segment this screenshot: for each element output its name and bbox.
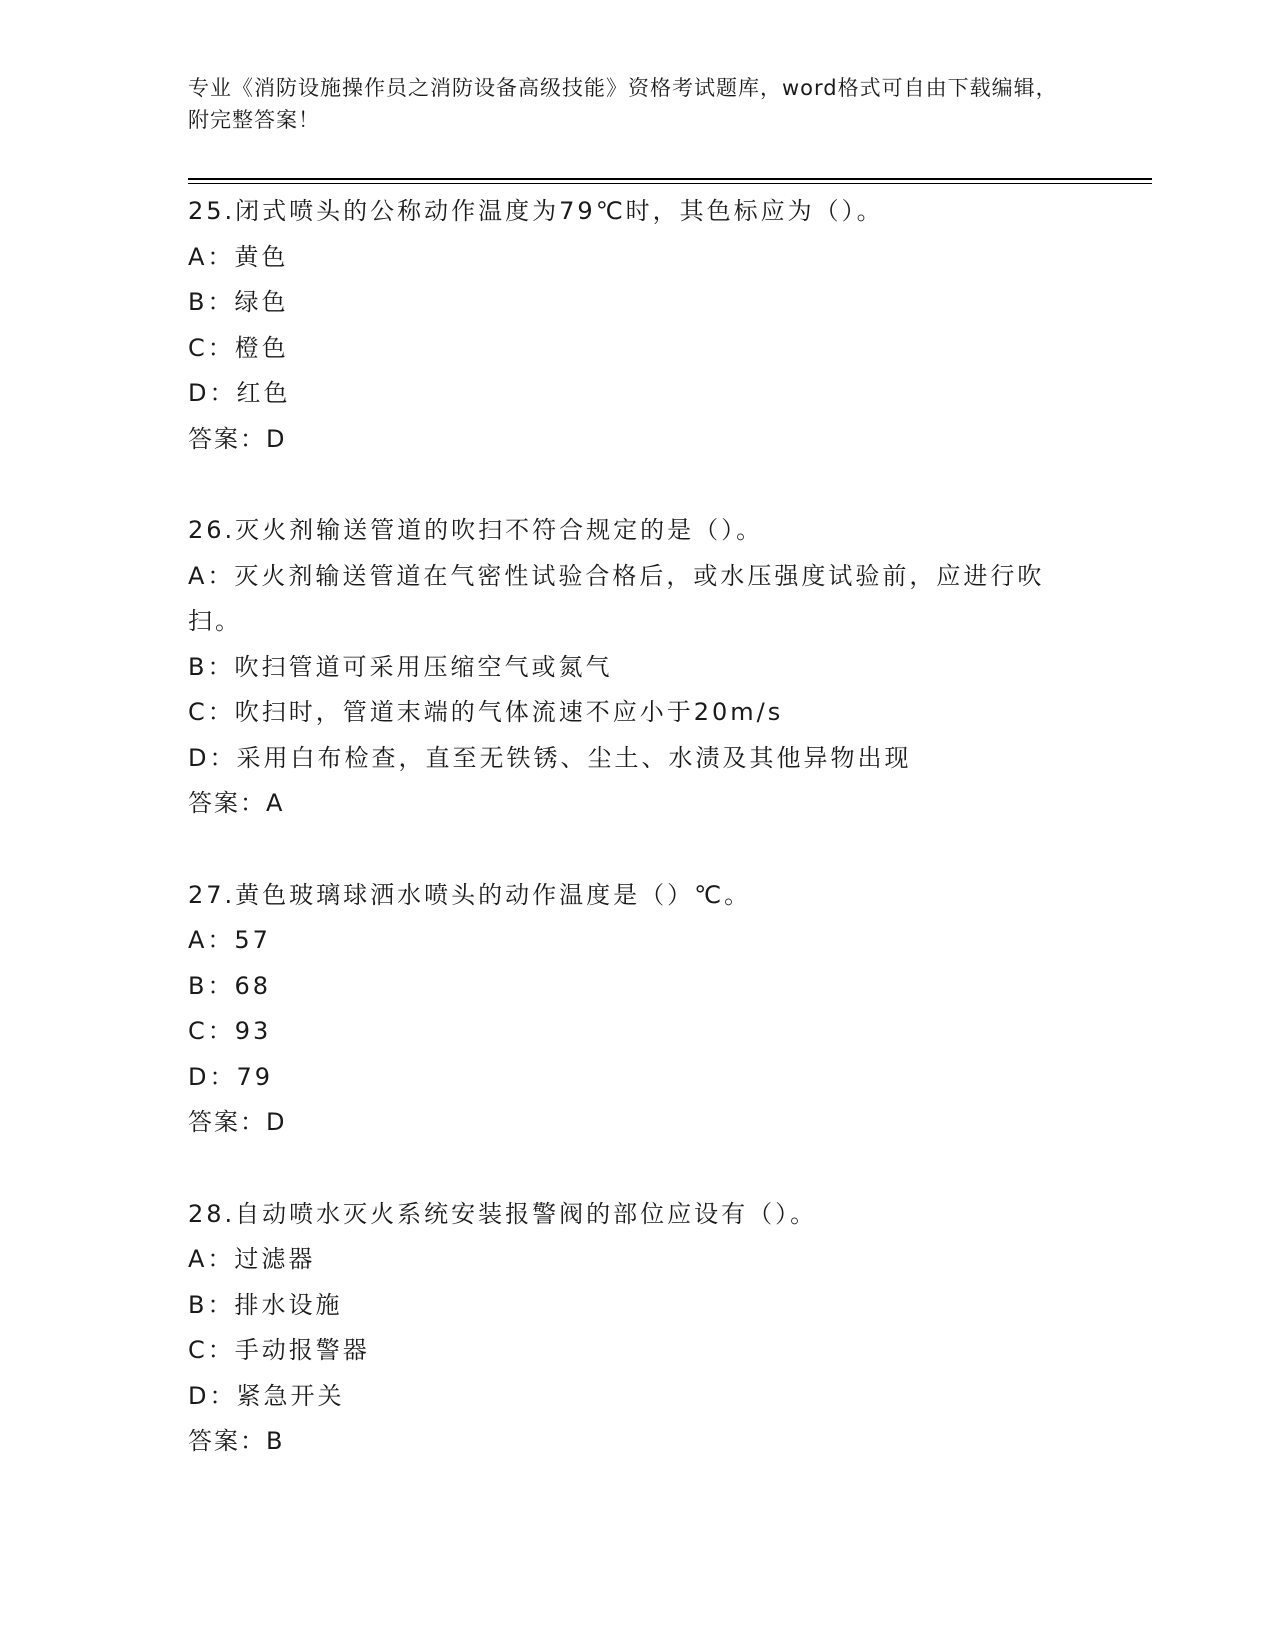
question-27 bbox=[188, 873, 1088, 1146]
option-c: C：手动报警器 bbox=[188, 1336, 370, 1364]
answer-line: 答案：B bbox=[188, 1427, 285, 1455]
question-stem: 25.闭式喷头的公称动作温度为79℃时，其色标应为（）。 bbox=[188, 197, 884, 225]
option-c: C：吹扫时，管道末端的气体流速不应小于20m/s bbox=[188, 698, 784, 726]
header-divider-thin bbox=[188, 183, 1152, 184]
question-stem: 26.灭火剂输送管道的吹扫不符合规定的是（）。 bbox=[188, 516, 764, 544]
option-a: A：57 bbox=[188, 926, 271, 954]
question-25 bbox=[188, 189, 1088, 462]
answer-line: 答案：A bbox=[188, 789, 285, 817]
question-28 bbox=[188, 1192, 1088, 1465]
question-26 bbox=[188, 508, 1088, 827]
answer-line: 答案：D bbox=[188, 1108, 287, 1136]
option-a: A：过滤器 bbox=[188, 1245, 316, 1273]
option-b: B：吹扫管道可采用压缩空气或氮气 bbox=[188, 652, 613, 681]
header-divider-thick bbox=[188, 178, 1152, 180]
question-stem: 27.黄色玻璃球洒水喷头的动作温度是（）℃。 bbox=[188, 880, 752, 909]
option-d: D：紧急开关 bbox=[188, 1381, 345, 1410]
question-stem: 28.自动喷水灭火系统安装报警阀的部位应设有（）。 bbox=[188, 1199, 818, 1228]
option-c: C：橙色 bbox=[188, 333, 289, 362]
option-d: D：红色 bbox=[188, 379, 291, 407]
option-a: A：灭火剂输送管道在气密性试验合格后，或水压强度试验前，应进行吹扫。 bbox=[188, 561, 1045, 635]
question-list bbox=[188, 189, 1088, 1511]
option-d: D：采用白布检查，直至无铁锈、尘土、水渍及其他异物出现 bbox=[188, 743, 912, 772]
answer-line: 答案：D bbox=[188, 424, 287, 453]
option-a: A：黄色 bbox=[188, 242, 289, 271]
document-header: 专业《消防设施操作员之消防设备高级技能》资格考试题库，word格式可自由下载编辑，附完整答案！ bbox=[188, 76, 1058, 132]
option-c: C：93 bbox=[188, 1017, 272, 1045]
option-b: B：68 bbox=[188, 971, 272, 1000]
option-b: B：排水设施 bbox=[188, 1290, 343, 1319]
option-b: B：绿色 bbox=[188, 288, 289, 316]
option-d: D：79 bbox=[188, 1062, 274, 1091]
